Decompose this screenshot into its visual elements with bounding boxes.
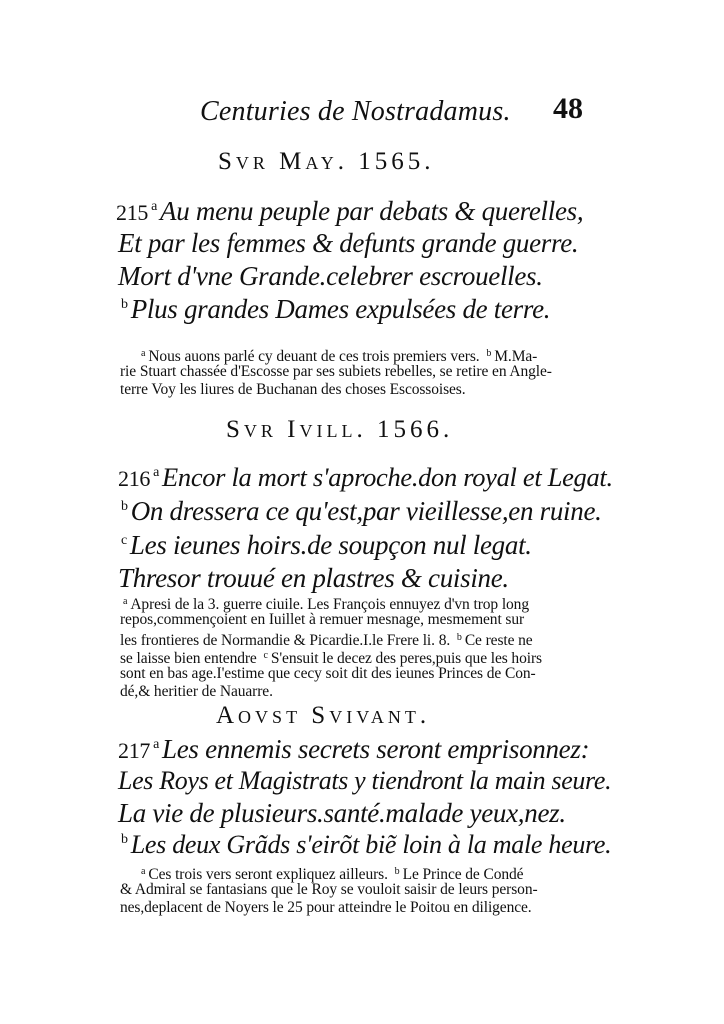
verse-text: Plus grandes Dames expulsées de terre. xyxy=(130,294,551,324)
note-text: rie Stuart chassée d'Escosse par ses subiets rebelles, se retire en Angle- xyxy=(120,363,552,380)
section-heading: Aovst Svivant. xyxy=(216,702,431,729)
note-marker: a xyxy=(151,199,158,214)
note-marker: a xyxy=(153,465,160,480)
note-marker: c xyxy=(121,533,127,548)
quatrain-line xyxy=(116,196,583,227)
note-line xyxy=(120,682,273,701)
note-marker: a xyxy=(141,866,146,877)
note-text: sont en bas age.I'estime que cecy soit dit des ieunes Princes de Con- xyxy=(120,665,536,682)
note-text: dé,& heritier de Nauarre. xyxy=(120,683,273,700)
running-title: Centuries de Nostradamus. xyxy=(200,96,511,127)
note-marker: a xyxy=(141,348,146,359)
note-marker: a xyxy=(123,596,128,607)
note-marker: b xyxy=(456,632,462,643)
note-marker: a xyxy=(153,737,160,752)
note-text: nes,deplacent de Noyers le 25 pour atteindre le Poitou en diligence. xyxy=(120,899,532,916)
note-text: Ce reste ne xyxy=(464,632,533,649)
note-text: Ces trois vers seront expliquez ailleurs. xyxy=(148,866,388,883)
note-text: Apresi de la 3. guerre ciuile. Les François ennuyez d'vn trop long xyxy=(130,596,529,613)
quatrain-line xyxy=(118,830,611,860)
note-text: repos,commençoient en Iuillet à remuer mesnage, mesmement sur xyxy=(120,611,525,628)
note-text: & Admiral se fantasians que le Roy se vouloit saisir de leurs person- xyxy=(120,881,538,898)
note-line xyxy=(120,610,524,629)
quatrain-line xyxy=(118,496,602,527)
note-marker: c xyxy=(263,650,268,661)
verse-text: Mort d'vne Grande.celebrer escrouelles. xyxy=(118,261,543,291)
verse-text: Les ieunes hoirs.de soupçon nul legat. xyxy=(129,530,532,560)
section-heading: Svr May. 1565. xyxy=(218,148,435,175)
note-text: Le Prince de Condé xyxy=(402,866,524,883)
note-marker: b xyxy=(394,866,400,877)
verse-text: La vie de plusieurs.santé.malade yeux,nez. xyxy=(118,798,566,828)
verse-text: Encor la mort s'aproche.don royal et Legat. xyxy=(162,462,613,492)
note-text: les frontieres de Normandie & Picardie.I.le Frere li. 8. xyxy=(120,632,451,649)
quatrain-number: 217 xyxy=(118,738,151,763)
quatrain-line xyxy=(118,798,566,829)
verse-text: Et par les femmes & defunts grande guerre. xyxy=(118,228,579,258)
note-text: M.Ma- xyxy=(494,348,538,365)
note-line xyxy=(120,380,466,399)
quatrain-line xyxy=(118,294,550,325)
quatrain-line xyxy=(118,462,613,493)
verse-text: Les Roys et Magistrats y tiendront la main seure. xyxy=(118,766,612,795)
quatrain-number: 215 xyxy=(116,200,149,225)
quatrain-line xyxy=(118,563,509,594)
quatrain-line xyxy=(118,228,578,259)
verse-text: Les deux Grãds s'eirõt biẽ loin à la male heure. xyxy=(130,830,612,859)
note-marker: b xyxy=(121,297,128,312)
note-text: terre Voy les liures de Buchanan des choses Escossoises. xyxy=(120,381,466,398)
note-marker: b xyxy=(121,832,128,847)
verse-text: Au menu peuple par debats & querelles, xyxy=(160,196,584,226)
verse-text: Les ennemis secrets seront emprisonnez: xyxy=(162,734,590,764)
quatrain-number: 216 xyxy=(118,466,151,491)
note-line xyxy=(120,362,552,381)
note-marker: b xyxy=(121,499,128,514)
note-text: S'ensuit le decez des peres,puis que les hoirs xyxy=(270,650,542,667)
quatrain-line xyxy=(118,261,543,292)
verse-text: Thresor trouué en plastres & cuisine. xyxy=(118,563,509,593)
note-line xyxy=(120,880,538,899)
section-heading: Svr Ivill. 1566. xyxy=(226,416,454,443)
verse-text: On dressera ce qu'est,par vieillesse,en ruine. xyxy=(130,496,602,526)
quatrain-line xyxy=(118,734,589,765)
note-line xyxy=(120,898,532,917)
note-marker: b xyxy=(486,348,492,359)
quatrain-line xyxy=(118,530,532,561)
page-number: 48 xyxy=(553,92,583,125)
quatrain-line xyxy=(118,766,611,796)
note-text: Nous auons parlé cy deuant de ces trois premiers vers. xyxy=(148,348,480,365)
note-text: se laisse bien entendre xyxy=(120,650,257,667)
note-line xyxy=(120,664,536,683)
